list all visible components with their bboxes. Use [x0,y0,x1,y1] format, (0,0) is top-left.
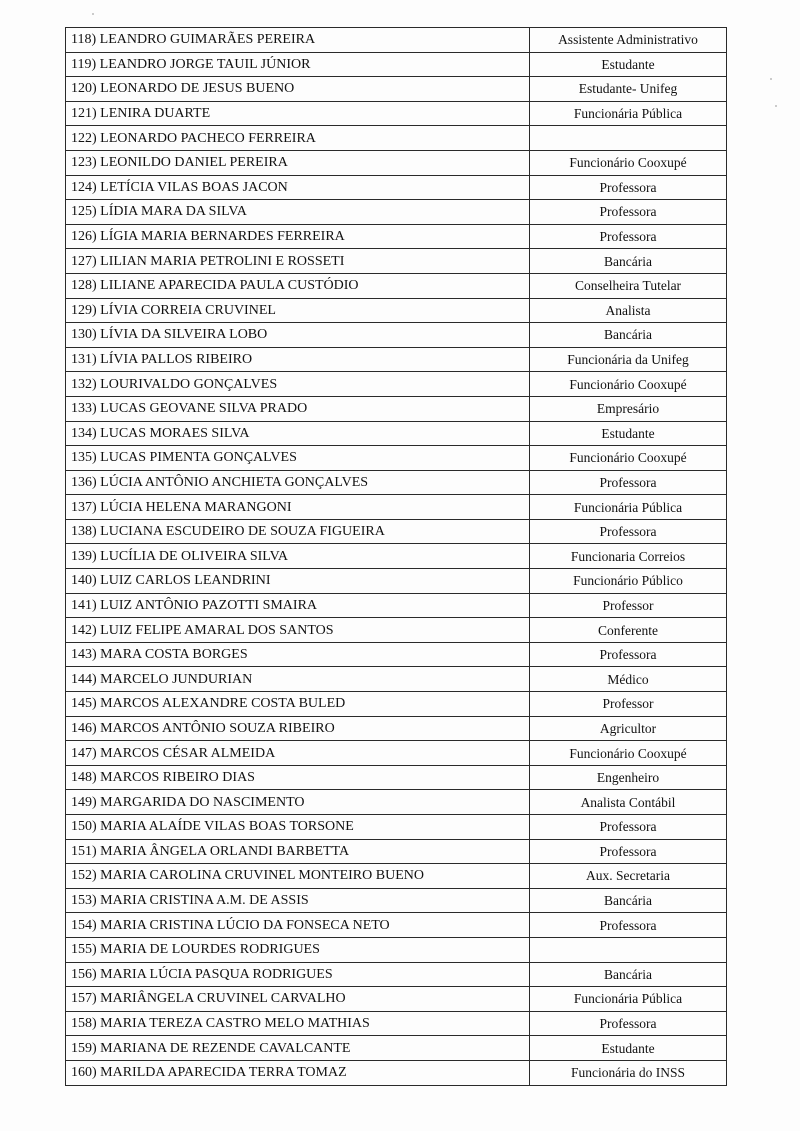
table-row [66,937,727,962]
member-name-cell: 120) LEONARDO DE JESUS BUENO [66,77,530,102]
table-row [66,1060,727,1085]
table-row [66,298,727,323]
table-row [66,470,727,495]
table-row [66,790,727,815]
member-name-cell: 147) MARCOS CÉSAR ALMEIDA [66,741,530,766]
member-occupation-cell: Estudante- Unifeg [530,77,727,102]
member-name-cell: 124) LETÍCIA VILAS BOAS JACON [66,175,530,200]
table-row [66,396,727,421]
member-occupation-cell: Aux. Secretaria [530,864,727,889]
table-row [66,52,727,77]
table-row [66,913,727,938]
scan-speck [92,13,94,15]
member-occupation-cell: Bancária [530,249,727,274]
member-occupation-cell: Funcionária do INSS [530,1060,727,1085]
table-row [66,150,727,175]
member-occupation-cell: Funcionária Pública [530,495,727,520]
member-name-cell: 121) LENIRA DUARTE [66,101,530,126]
member-name-cell: 138) LUCIANA ESCUDEIRO DE SOUZA FIGUEIRA [66,519,530,544]
table-row [66,323,727,348]
table-row [66,864,727,889]
member-occupation-cell: Professor [530,593,727,618]
member-name-cell: 153) MARIA CRISTINA A.M. DE ASSIS [66,888,530,913]
member-occupation-cell: Funcionário Cooxupé [530,372,727,397]
member-name-cell: 126) LÍGIA MARIA BERNARDES FERREIRA [66,224,530,249]
member-name-cell: 134) LUCAS MORAES SILVA [66,421,530,446]
table-row [66,667,727,692]
member-occupation-cell: Professora [530,224,727,249]
member-name-cell: 156) MARIA LÚCIA PASQUA RODRIGUES [66,962,530,987]
member-name-cell: 135) LUCAS PIMENTA GONÇALVES [66,446,530,471]
member-occupation-cell: Professora [530,642,727,667]
member-occupation-cell: Estudante [530,52,727,77]
table-row [66,544,727,569]
member-name-cell: 131) LÍVIA PALLOS RIBEIRO [66,347,530,372]
table-row [66,101,727,126]
table-row [66,741,727,766]
table-row [66,372,727,397]
member-name-cell: 160) MARILDA APARECIDA TERRA TOMAZ [66,1060,530,1085]
member-name-cell: 152) MARIA CAROLINA CRUVINEL MONTEIRO BUENO [66,864,530,889]
table-row [66,642,727,667]
table-row [66,888,727,913]
member-occupation-cell: Assistente Administrativo [530,28,727,53]
member-name-cell: 140) LUIZ CARLOS LEANDRINI [66,569,530,594]
members-table [65,27,727,1086]
member-name-cell: 144) MARCELO JUNDURIAN [66,667,530,692]
member-occupation-cell: Funcionário Público [530,569,727,594]
table-row [66,569,727,594]
member-name-cell: 157) MARIÂNGELA CRUVINEL CARVALHO [66,987,530,1012]
table-row [66,347,727,372]
member-name-cell: 136) LÚCIA ANTÔNIO ANCHIETA GONÇALVES [66,470,530,495]
member-name-cell: 143) MARA COSTA BORGES [66,642,530,667]
member-name-cell: 155) MARIA DE LOURDES RODRIGUES [66,937,530,962]
scan-speck [775,105,777,107]
member-name-cell: 123) LEONILDO DANIEL PEREIRA [66,150,530,175]
member-name-cell: 139) LUCÍLIA DE OLIVEIRA SILVA [66,544,530,569]
scan-speck [770,78,772,80]
member-name-cell: 127) LILIAN MARIA PETROLINI E ROSSETI [66,249,530,274]
member-occupation-cell: Conferente [530,618,727,643]
member-occupation-cell: Professora [530,1011,727,1036]
table-row [66,77,727,102]
member-name-cell: 137) LÚCIA HELENA MARANGONI [66,495,530,520]
table-row [66,200,727,225]
member-name-cell: 129) LÍVIA CORREIA CRUVINEL [66,298,530,323]
member-name-cell: 118) LEANDRO GUIMARÃES PEREIRA [66,28,530,53]
member-occupation-cell: Professora [530,200,727,225]
member-name-cell: 133) LUCAS GEOVANE SILVA PRADO [66,396,530,421]
table-row [66,692,727,717]
member-occupation-cell: Analista Contábil [530,790,727,815]
member-name-cell: 132) LOURIVALDO GONÇALVES [66,372,530,397]
member-occupation-cell [530,126,727,151]
member-name-cell: 125) LÍDIA MARA DA SILVA [66,200,530,225]
member-occupation-cell: Professora [530,470,727,495]
table-row [66,1011,727,1036]
table-row [66,28,727,53]
table-row [66,815,727,840]
member-name-cell: 141) LUIZ ANTÔNIO PAZOTTI SMAIRA [66,593,530,618]
members-table-body [66,28,727,1086]
member-occupation-cell: Professora [530,913,727,938]
table-row [66,765,727,790]
member-occupation-cell: Funcionaria Correios [530,544,727,569]
member-name-cell: 142) LUIZ FELIPE AMARAL DOS SANTOS [66,618,530,643]
member-occupation-cell: Funcionário Cooxupé [530,150,727,175]
table-row [66,1036,727,1061]
member-occupation-cell: Estudante [530,421,727,446]
member-occupation-cell: Médico [530,667,727,692]
table-row [66,618,727,643]
member-name-cell: 158) MARIA TEREZA CASTRO MELO MATHIAS [66,1011,530,1036]
table-row [66,249,727,274]
member-name-cell: 154) MARIA CRISTINA LÚCIO DA FONSECA NETO [66,913,530,938]
member-occupation-cell: Funcionária Pública [530,101,727,126]
member-name-cell: 148) MARCOS RIBEIRO DIAS [66,765,530,790]
table-row [66,593,727,618]
member-name-cell: 130) LÍVIA DA SILVEIRA LOBO [66,323,530,348]
table-row [66,716,727,741]
table-row [66,839,727,864]
table-row [66,421,727,446]
member-occupation-cell: Funcionário Cooxupé [530,741,727,766]
table-row [66,519,727,544]
member-name-cell: 122) LEONARDO PACHECO FERREIRA [66,126,530,151]
table-row [66,224,727,249]
table-row [66,446,727,471]
member-occupation-cell: Funcionária da Unifeg [530,347,727,372]
table-row [66,273,727,298]
member-occupation-cell: Empresário [530,396,727,421]
member-occupation-cell: Bancária [530,888,727,913]
member-name-cell: 128) LILIANE APARECIDA PAULA CUSTÓDIO [66,273,530,298]
member-name-cell: 146) MARCOS ANTÔNIO SOUZA RIBEIRO [66,716,530,741]
member-name-cell: 151) MARIA ÂNGELA ORLANDI BARBETTA [66,839,530,864]
member-occupation-cell: Bancária [530,962,727,987]
member-name-cell: 150) MARIA ALAÍDE VILAS BOAS TORSONE [66,815,530,840]
member-occupation-cell: Professora [530,519,727,544]
member-occupation-cell: Professora [530,175,727,200]
member-occupation-cell: Conselheira Tutelar [530,273,727,298]
member-name-cell: 119) LEANDRO JORGE TAUIL JÚNIOR [66,52,530,77]
member-occupation-cell: Analista [530,298,727,323]
member-name-cell: 145) MARCOS ALEXANDRE COSTA BULED [66,692,530,717]
table-row [66,126,727,151]
member-occupation-cell: Professora [530,815,727,840]
member-occupation-cell: Professora [530,839,727,864]
member-occupation-cell: Funcionária Pública [530,987,727,1012]
member-occupation-cell [530,937,727,962]
member-occupation-cell: Engenheiro [530,765,727,790]
table-row [66,987,727,1012]
table-row [66,962,727,987]
member-name-cell: 159) MARIANA DE REZENDE CAVALCANTE [66,1036,530,1061]
member-occupation-cell: Professor [530,692,727,717]
member-occupation-cell: Funcionário Cooxupé [530,446,727,471]
member-occupation-cell: Bancária [530,323,727,348]
member-occupation-cell: Agricultor [530,716,727,741]
table-row [66,495,727,520]
member-name-cell: 149) MARGARIDA DO NASCIMENTO [66,790,530,815]
table-row [66,175,727,200]
member-occupation-cell: Estudante [530,1036,727,1061]
